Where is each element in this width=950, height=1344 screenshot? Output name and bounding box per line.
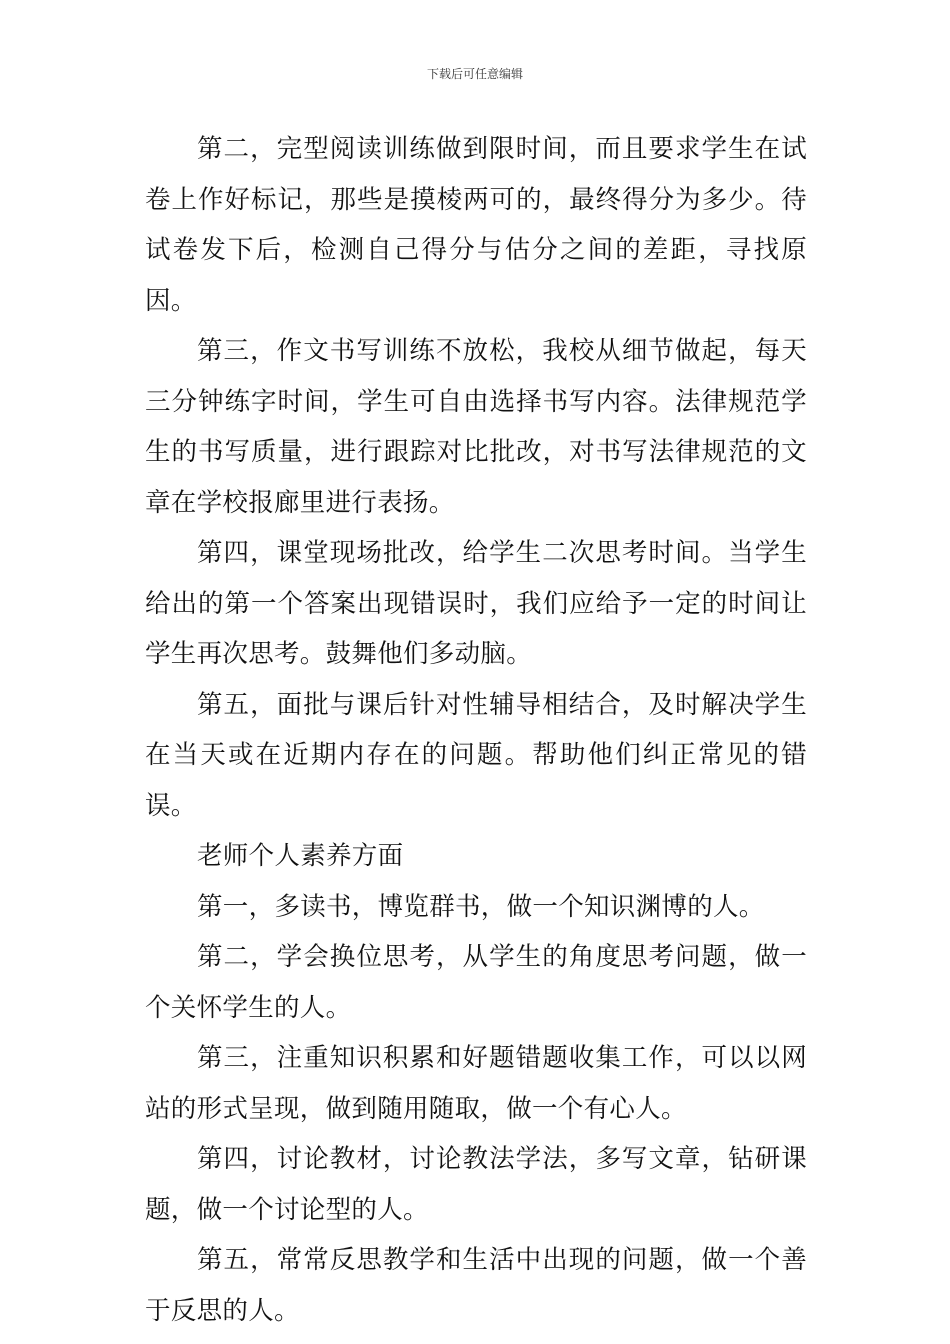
- section-heading: 老师个人素养方面: [197, 841, 404, 871]
- paragraph-1: 第二，完型阅读训练做到限时间，而且要求学生在试卷上作好标记，那些是摸棱两可的，最终得分为多少。待试卷发下后，检测自己得分与估分之间的差距，寻找原因。: [145, 134, 807, 316]
- page-header-note: 下载后可任意编辑: [426, 67, 523, 81]
- document-body: [145, 124, 807, 1336]
- paragraph-7: 第二，学会换位思考，从学生的角度思考问题，做一个关怀学生的人。: [145, 942, 807, 1023]
- paragraph-6: 第一，多读书，博览群书，做一个知识渊博的人。: [197, 891, 765, 922]
- paragraph-9: 第四，讨论教材，讨论教法学法，多写文章，钻研课题，做一个讨论型的人。: [145, 1144, 807, 1225]
- paragraph-4: 第五，面批与课后针对性辅导相结合，及时解决学生在当天或在近期内存在的问题。帮助他们纠正常见的错误。: [145, 689, 807, 821]
- paragraph-10: 第五，常常反思教学和生活中出现的问题，做一个善于反思的人。: [145, 1245, 807, 1326]
- paragraph-8: 第三，注重知识积累和好题错题收集工作，可以以网站的形式呈现，做到随用随取，做一个有心人。: [145, 1043, 807, 1124]
- paragraph-3: 第四，课堂现场批改，给学生二次思考时间。当学生给出的第一个答案出现错误时，我们应给予一定的时间让学生再次思考。鼓舞他们多动脑。: [145, 538, 807, 669]
- paragraph-2: 第三，作文书写训练不放松，我校从细节做起，每天三分钟练字时间，学生可自由选择书写内容。法律规范学生的书写质量，进行跟踪对比批改，对书写法律规范的文章在学校报廊里进行表扬。: [145, 336, 807, 518]
